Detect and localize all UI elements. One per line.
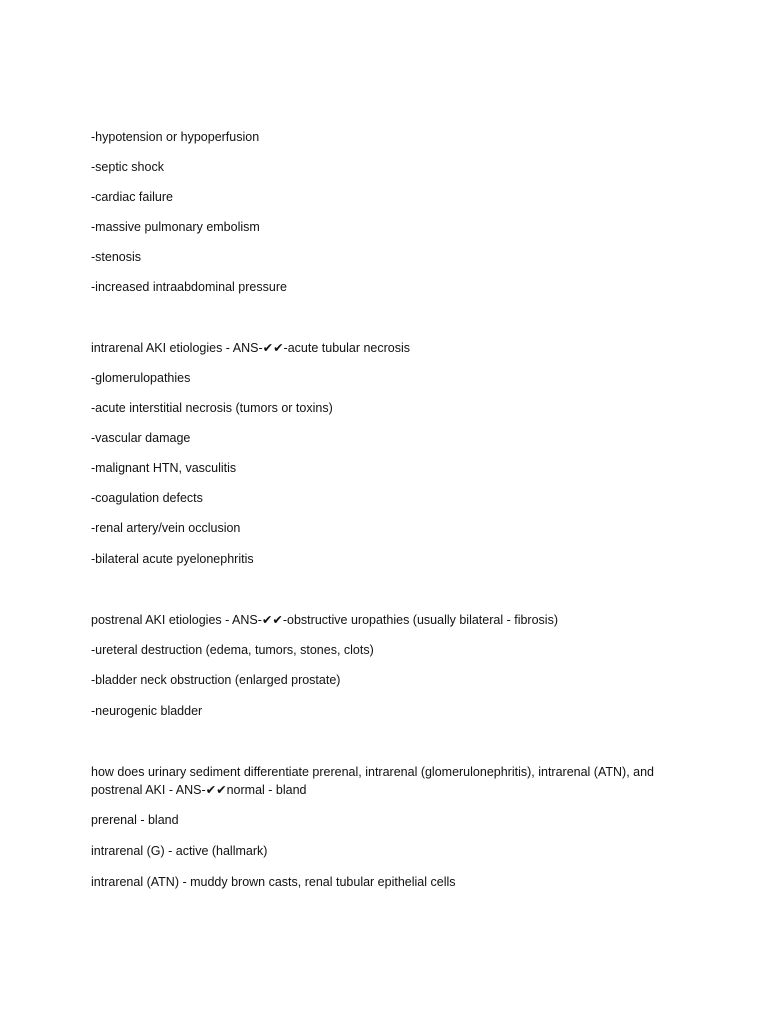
text-line: -bilateral acute pyelonephritis <box>91 552 254 566</box>
text-line: -hypotension or hypoperfusion <box>91 130 260 144</box>
text-line: -massive pulmonary embolism <box>91 220 260 234</box>
text-line: intrarenal (G) - active (hallmark) <box>91 844 268 858</box>
text-line: intrarenal (ATN) - muddy brown casts, renal tubular epithelial cells <box>91 875 456 889</box>
text-line: prerenal - bland <box>91 813 179 827</box>
text-line: -increased intraabdominal pressure <box>91 280 287 294</box>
text-line: -neurogenic bladder <box>91 704 203 718</box>
text-line: -glomerulopathies <box>91 371 191 385</box>
text-line: -stenosis <box>91 250 142 264</box>
text-line: -ureteral destruction (edema, tumors, stones, clots) <box>91 643 374 657</box>
question-line: intrarenal AKI etiologies - ANS-✔✔-acute tubular necrosis <box>91 341 411 355</box>
text-line: -renal artery/vein occlusion <box>91 521 241 535</box>
text-line: -coagulation defects <box>91 491 203 505</box>
text-line: -bladder neck obstruction (enlarged prostate) <box>91 673 341 687</box>
text-line: -acute interstitial necrosis (tumors or toxins) <box>91 401 333 415</box>
text-line: -cardiac failure <box>91 190 173 204</box>
text-line: -septic shock <box>91 160 164 174</box>
question-line: postrenal AKI etiologies - ANS-✔✔-obstructive uropathies (usually bilateral - fibrosis) <box>91 613 558 627</box>
question-line: how does urinary sediment differentiate prerenal, intrarenal (glomerulonephritis), intrarenal (ATN), and postrenal AKI - ANS-✔✔normal - bland <box>91 765 655 797</box>
text-line: -malignant HTN, vasculitis <box>91 461 237 475</box>
text-line: -vascular damage <box>91 431 191 445</box>
